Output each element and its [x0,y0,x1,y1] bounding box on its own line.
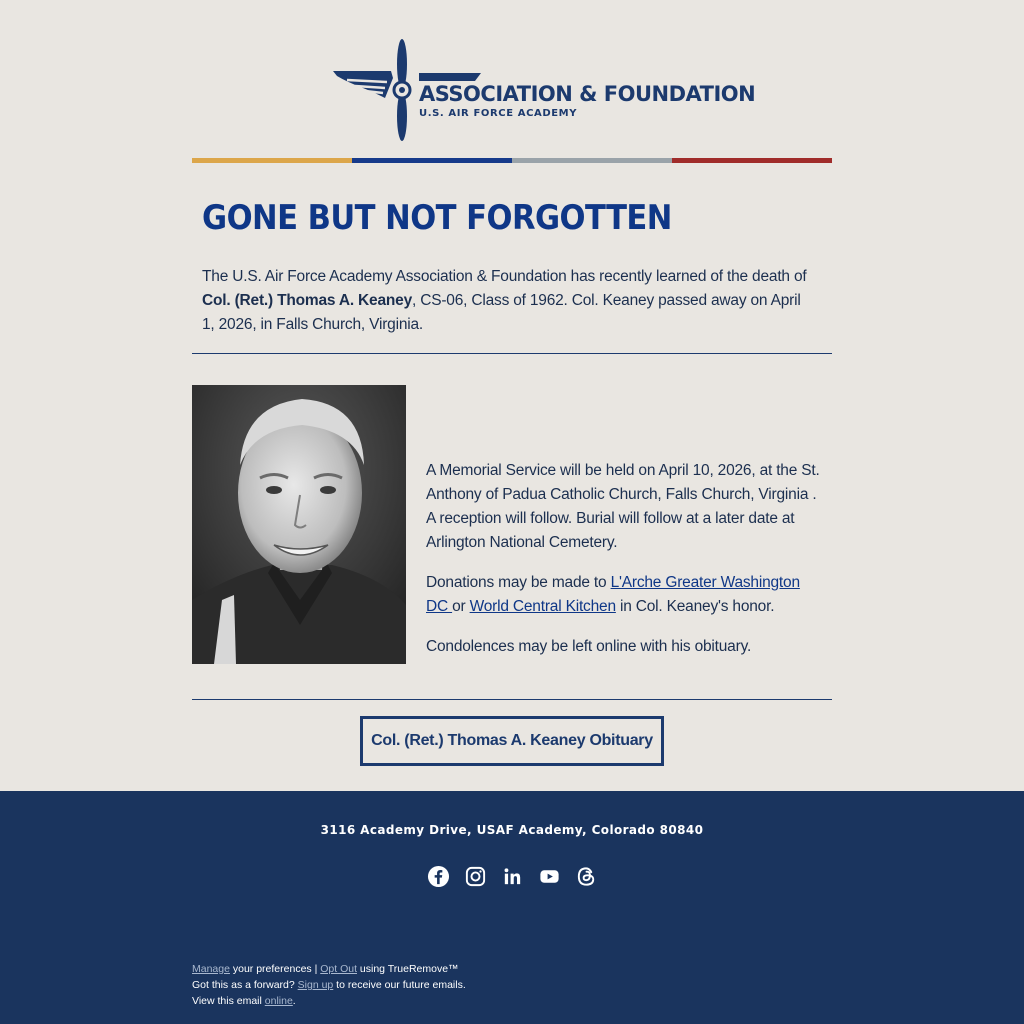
footer-text: using TrueRemove™ [357,963,459,975]
footer-line-online [192,993,832,1009]
footer-text: View this email [192,995,265,1007]
footer [0,791,1024,1024]
opt-out-link[interactable]: Opt Out [320,963,357,975]
footer-text: Got this as a forward? [192,979,298,991]
linkedin-icon[interactable] [501,865,524,888]
stripe-blue [352,158,512,163]
footer-fine-print [192,961,832,1009]
world-central-kitchen-link[interactable]: World Central Kitchen [469,598,616,615]
intro-paragraph [202,265,817,337]
divider-top [192,353,832,354]
threads-icon[interactable] [575,865,598,888]
sign-up-link[interactable]: Sign up [297,979,334,991]
footer-text: to receive our future emails. [333,979,466,991]
footer-line-forward [192,977,832,993]
stripe-red [672,158,832,163]
portrait-image [192,385,406,664]
donations-text-before: Donations may be made to [426,574,611,591]
footer-address: 3116 Academy Drive, USAF Academy, Colorado 80840 [320,823,704,837]
intro-text-before: The U.S. Air Force Academy Association & Foundation has recently learned of the death of [202,268,807,285]
portrait-photo [192,385,406,664]
obituary-button[interactable]: Col. (Ret.) Thomas A. Keaney Obituary [360,716,664,766]
logo-title: ASSOCIATION & FOUNDATION [419,82,756,106]
donations-text-after: in Col. Keaney's honor. [615,598,775,615]
memorial-paragraph: A Memorial Service will be held on April 10, 2026, at the St. Anthony of Padua Catholic Church, Falls Church, Virginia . A reception will follow. Burial will follow at a later date at Arlington National Cemetery. [426,462,820,551]
footer-text: your preferences | [229,963,321,975]
youtube-icon[interactable] [538,865,561,888]
divider-bottom [192,699,832,700]
donations-paragraph [426,571,821,619]
logo-subtitle: U.S. AIR FORCE ACADEMY [419,108,578,119]
manage-link[interactable]: Manage [192,963,230,975]
association-logo[interactable] [333,38,756,142]
footer-text: . [292,995,296,1007]
page-title: GONE BUT NOT FORGOTTEN [202,198,672,238]
footer-line-preferences [192,961,832,977]
donations-text-middle: or [452,598,470,615]
stripe-gold [192,158,352,163]
stripe-gray [512,158,672,163]
social-links [0,865,1024,888]
larche-link[interactable]: L'Arche Greater Washington DC [426,574,800,615]
propeller-wings-icon [333,38,423,142]
condolences-paragraph: Condolences may be left online with his obituary. [426,638,752,655]
color-stripe [192,158,832,163]
deceased-name: Col. (Ret.) Thomas A. Keaney [202,292,412,309]
facebook-icon[interactable] [427,865,450,888]
instagram-icon[interactable] [464,865,487,888]
intro-text-after: , CS-06, Class of 1962. Col. Keaney passed away on April 1, 2026, in Falls Church, Virginia. [202,292,801,333]
view-online-link[interactable]: online [264,995,293,1007]
